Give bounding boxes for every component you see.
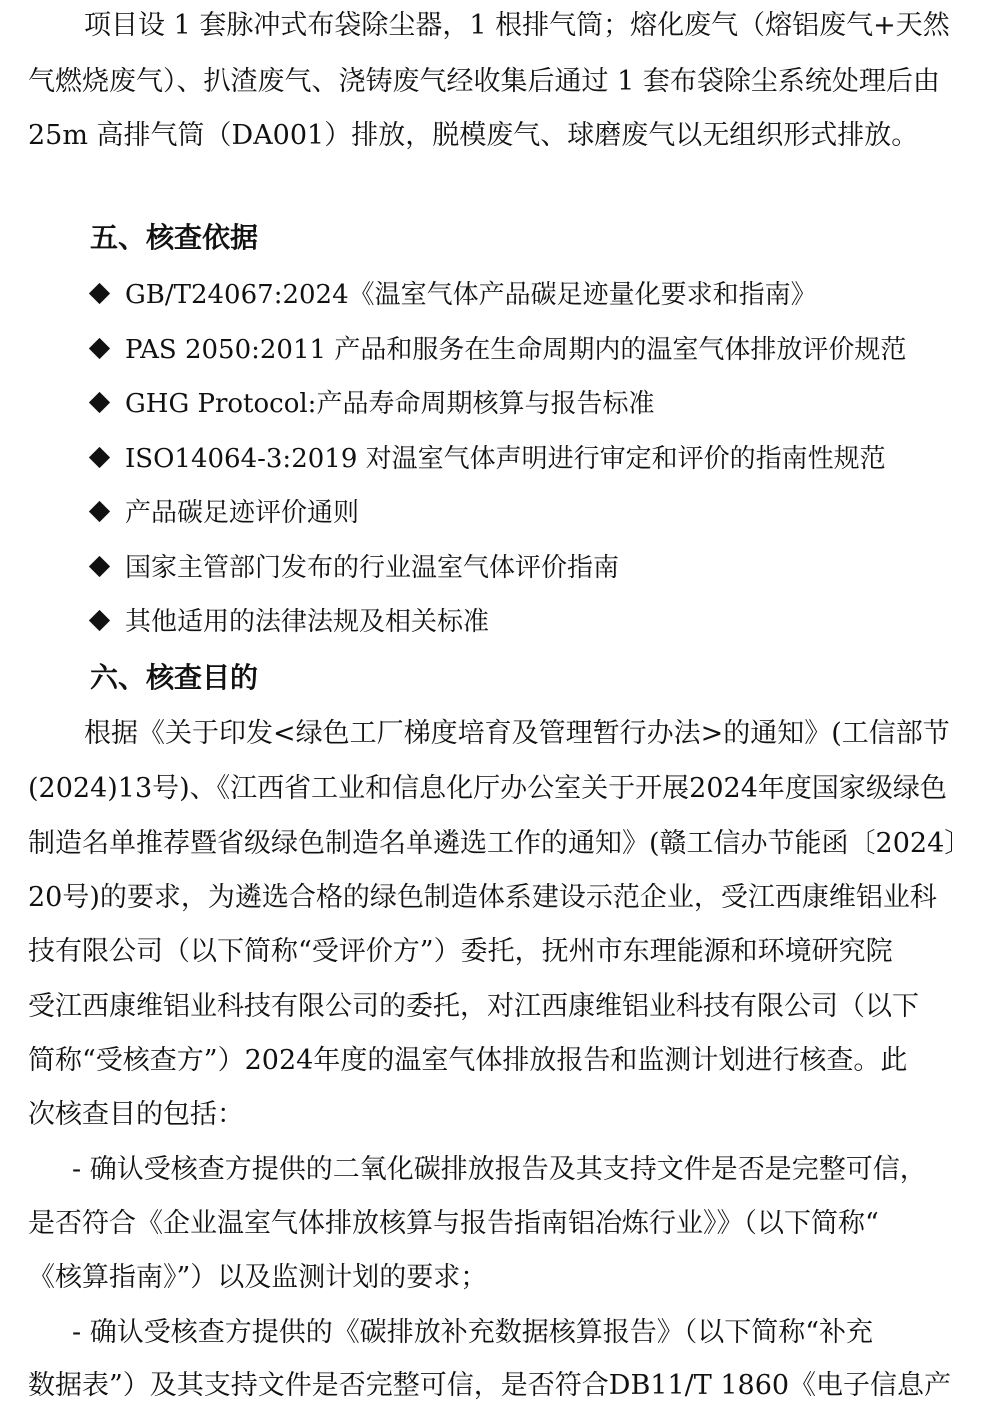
basis-list-item (86, 547, 976, 587)
basis-item-text: GB/T24067:2024《温室气体产品碳足迹量化要求和指南》 (125, 279, 817, 310)
diamond-bullet-icon (89, 337, 110, 358)
diamond-bullet-icon (89, 446, 110, 467)
basis-list-item (86, 601, 976, 641)
basis-list-item (86, 383, 976, 423)
purpose-line-7: 简称“受核查方”）2024年度的温室气体排放报告和监测计划进行核查。此 (28, 1045, 908, 1076)
basis-list-item (86, 438, 976, 478)
purpose-line-12: - 确认受核查方提供的《碳排放补充数据核算报告》（以下简称“补充 (72, 1317, 874, 1348)
section-5-heading: 五、核查依据 (90, 221, 259, 254)
basis-item-text: GHG Protocol:产品寿命周期核算与报告标准 (125, 388, 655, 419)
basis-list-item (86, 274, 976, 314)
diamond-bullet-icon (89, 391, 110, 412)
basis-item-text: 产品碳足迹评价通则 (125, 497, 360, 528)
diamond-bullet-icon (89, 282, 110, 303)
purpose-line-10: 是否符合《企业温室气体排放核算与报告指南铝冶炼行业》》（以下简称“ (28, 1208, 879, 1239)
section-6-heading: 六、核查目的 (90, 661, 259, 694)
basis-list-item (86, 492, 976, 532)
basis-item-text: ISO14064-3:2019 对温室气体声明进行审定和评价的指南性规范 (125, 443, 886, 474)
purpose-line-4: 20号)的要求，为遴选合格的绿色制造体系建设示范企业，受江西康维铝业科 (28, 882, 937, 913)
purpose-line-2: (2024)13号)、《江西省工业和信息化厅办公室关于开展2024年度国家级绿色 (28, 773, 947, 804)
purpose-line-13: 数据表”）及其支持文件是否完整可信，是否符合DB11/T 1860《电子信息产 (28, 1370, 952, 1401)
purpose-line-1: 根据《关于印发<绿色工厂梯度培育及管理暂行办法>的通知》(工信部节 (84, 718, 950, 749)
purpose-line-6: 受江西康维铝业科技有限公司的委托，对江西康维铝业科技有限公司（以下 (28, 991, 919, 1022)
purpose-line-8: 次核查目的包括： (28, 1099, 244, 1130)
purpose-line-3: 制造名单推荐暨省级绿色制造名单遴选工作的通知》(赣工信办节能函〔2024〕 (28, 828, 972, 859)
purpose-line-11: 《核算指南》”）以及监测计划的要求； (28, 1262, 488, 1293)
intro-line-3: 25m 高排气筒（DA001）排放，脱模废气、球磨废气以无组织形式排放。 (28, 120, 919, 151)
basis-list-item (86, 329, 976, 369)
purpose-line-9: - 确认受核查方提供的二氧化碳排放报告及其支持文件是否是完整可信， (72, 1154, 927, 1185)
diamond-bullet-icon (89, 555, 110, 576)
diamond-bullet-icon (89, 500, 110, 521)
basis-item-text: PAS 2050:2011 产品和服务在生命周期内的温室气体排放评价规范 (125, 334, 907, 365)
intro-line-2: 气燃烧废气）、扒渣废气、浇铸废气经收集后通过 1 套布袋除尘系统处理后由 (28, 66, 940, 97)
diamond-bullet-icon (89, 609, 110, 630)
basis-item-text: 国家主管部门发布的行业温室气体评价指南 (125, 552, 620, 583)
basis-item-text: 其他适用的法律法规及相关标准 (125, 606, 490, 637)
purpose-line-5: 技有限公司（以下简称“受评价方”）委托，抚州市东理能源和环境研究院 (28, 936, 893, 967)
intro-line-1: 项目设 1 套脉冲式布袋除尘器，1 根排气筒；熔化废气（熔铝废气+天然 (84, 10, 950, 41)
